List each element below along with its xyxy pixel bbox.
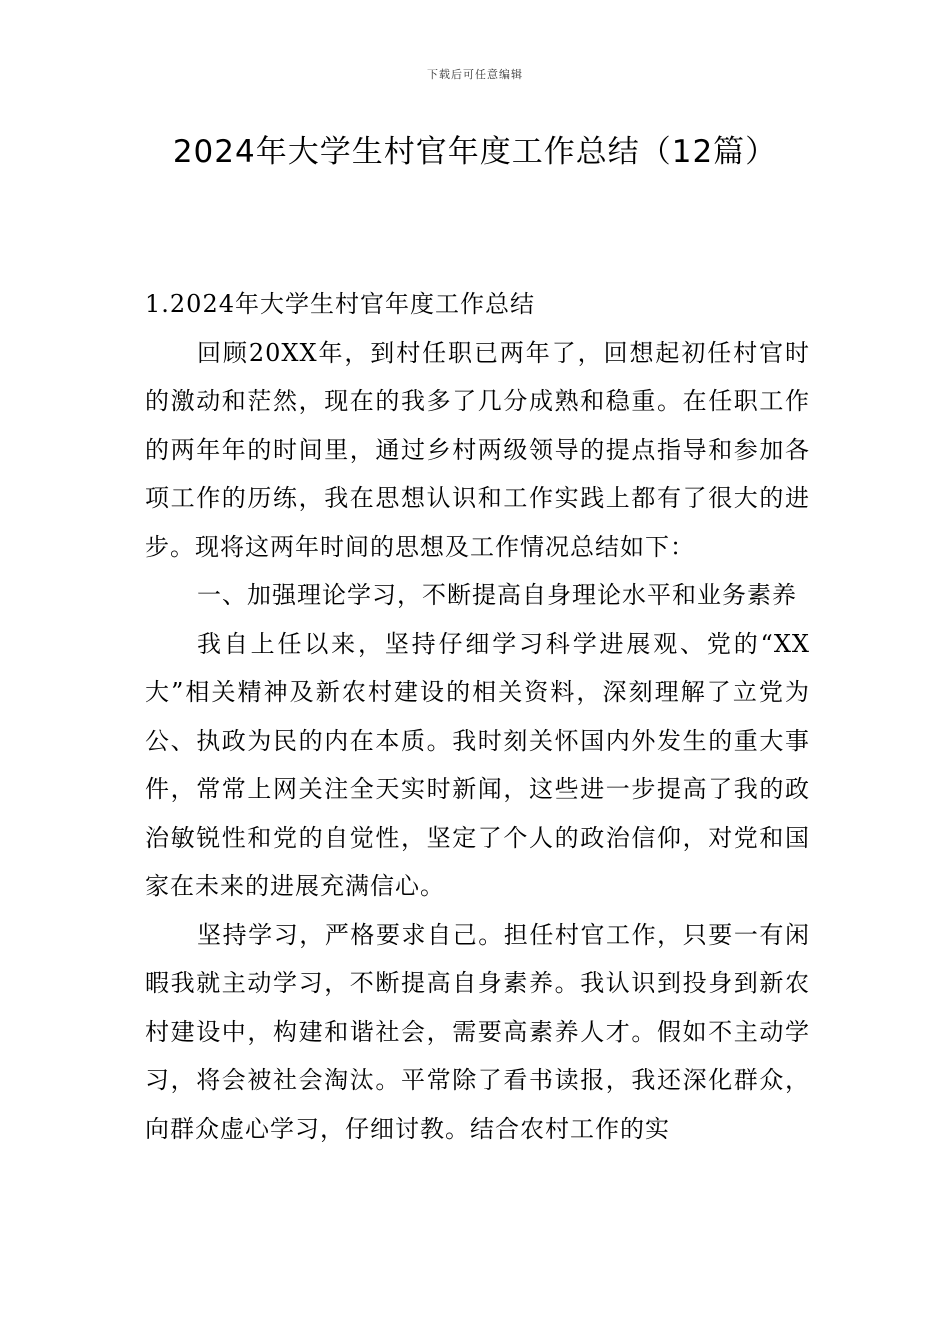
- subheading-theory-study: 一、加强理论学习，不断提高自身理论水平和业务素养: [197, 581, 797, 609]
- document-body: [145, 280, 810, 1153]
- header-note: 下载后可任意编辑: [427, 68, 523, 81]
- document-title: 2024年大学生村官年度工作总结（12篇）: [172, 134, 778, 170]
- paragraph-review: 回顾20XX年，到村任职已两年了，回想起初任村官时的激动和茫然，现在的我多了几分成熟和稳重。在任职工作的两年年的时间里，通过乡村两级领导的提点指导和参加各项工作的历练，我在思想认识和工作实践上都有了很大的进步。现将这两年时间的思想及工作情况总结如下：: [145, 338, 810, 561]
- paragraph-persist-learning: 坚持学习，严格要求自己。担任村官工作，只要一有闲暇我就主动学习，不断提高自身素养。我认识到投身到新农村建设中，构建和谐社会，需要高素养人才。假如不主动学习，将会被社会淘汰。平常除了看书读报，我还深化群众，向群众虚心学习，仔细讨教。结合农村工作的实: [145, 920, 810, 1143]
- paragraph-study-since-appointment: 我自上任以来，坚持仔细学习科学进展观、党的“XX大”相关精神及新农村建设的相关资料，深刻理解了立党为公、执政为民的内在本质。我时刻关怀国内外发生的重大事件，常常上网关注全天实时新闻，这些进一步提高了我的政治敏锐性和党的自觉性，坚定了个人的政治信仰，对党和国家在未来的进展充满信心。: [145, 629, 810, 900]
- section-heading: 1.2024年大学生村官年度工作总结: [145, 290, 535, 318]
